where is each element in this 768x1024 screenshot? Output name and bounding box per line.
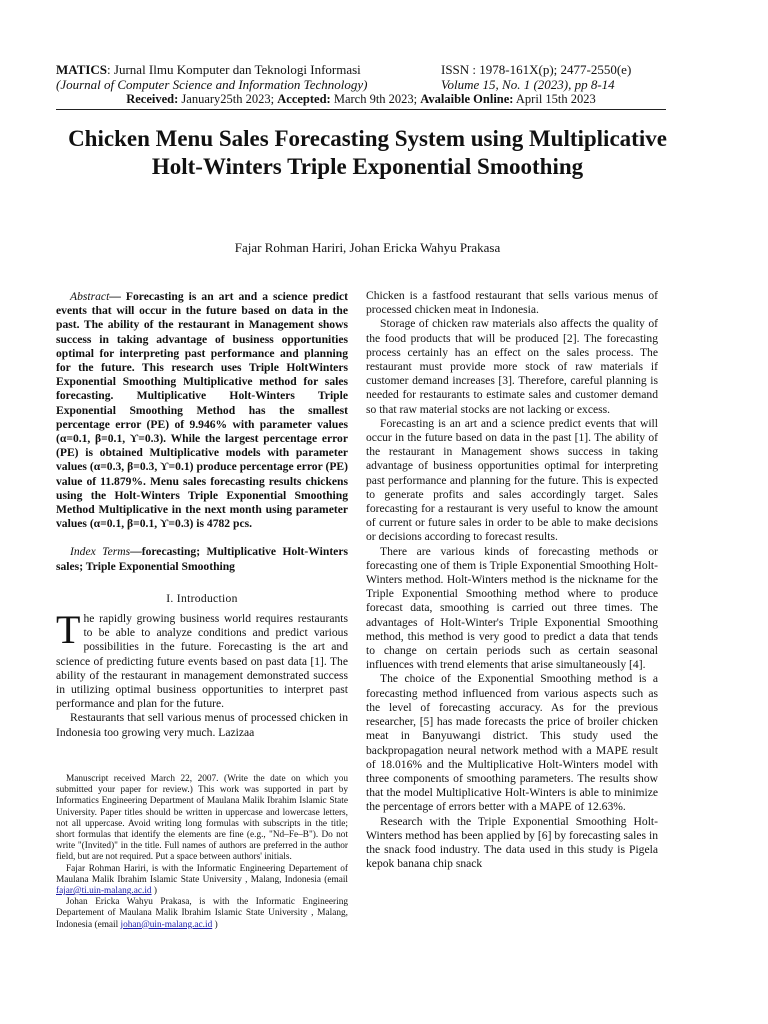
journal-subtitle: (Journal of Computer Science and Information Technology)	[56, 77, 368, 92]
journal-issn: ISSN : 1978-161X(p); 2477-2550(e)	[441, 62, 632, 77]
author-affiliation-1: Fajar Rohman Hariri, is with the Informatic Engineering Departement of Maulana Malik Ibrahim Islamic State University , Malang, Indonesia (email fajar@ti.uin-malang.ac.id )	[56, 863, 348, 897]
left-column	[56, 290, 348, 740]
body-paragraph: Research with the Triple Exponential Smoothing Holt-Winters method has been applied by [6] by forecasting sales in the snack food industry. The data used in this study is Pigela kepok banana chip snack	[366, 814, 658, 871]
author-list: Fajar Rohman Hariri, Johan Ericka Wahyu Prakasa	[234, 240, 501, 255]
author-affiliation-2: Johan Ericka Wahyu Prakasa, is with the Informatic Engineering Departement of Maulana Malik Ibrahim Islamic State University , Malang, Indonesia (email johan@uin-malang.ac.id )	[56, 897, 348, 930]
author1-email-link[interactable]: fajar@ti.uin-malang.ac.id	[56, 886, 152, 897]
footnotes	[56, 774, 348, 931]
paper-title: Chicken Menu Sales Forecasting System using Multiplicative Holt-Winters Triple Exponential Smoothing	[68, 126, 667, 179]
journal-header	[56, 62, 666, 107]
right-column	[366, 289, 658, 871]
index-terms: Index Terms—forecasting; Multiplicative Holt-Winters sales; Triple Exponential Smoothing	[56, 545, 348, 573]
section-heading-introduction: I. Introduction	[166, 591, 238, 605]
drop-cap: T	[56, 607, 81, 653]
publication-dates: Received: January25th 2023; Accepted: March 9th 2023; Avalaible Online: April 15th 2023	[126, 92, 596, 106]
body-paragraph: Forecasting is an art and a science predict events that will occur in the future based on data in the past [1]. The ability of the restaurant in Management shows success in taking advantage of business opportunities optimal for interpreting past performance and planning for the future. This is expected to generate profits and sales accordingly target. Sales forecasting for a restaurant is very useful to know the amount of current or future sales in order to be able to make decisions or decisions according to forecast results.	[366, 416, 658, 544]
body-paragraph: Chicken is a fastfood restaurant that sells various menus of processed chicken meat in Indonesia.	[366, 289, 658, 317]
body-paragraph: There are various kinds of forecasting methods or forecasting one of them is Triple Exponential Smoothing Holt-Winters method. Holt-Winters method is the nickname for the Triple Exponential Smoothing method where to produce forecast data, smoothing is carried out three times. The advantages of Holt-Winter's Triple Exponential Smoothing method, this method is very good to predict a data that tends to change on certain periods such as certain seasonal influences with trend elements that arise simultaneously [4].	[366, 544, 658, 672]
intro-paragraph-1: The rapidly growing business world requires restaurants to be able to analyze conditions and predict various possibilities in the future. Forecasting is the art and science of predicting future events based on past data [1]. The ability of the restaurant in management demonstrated success in utilizing optimal business opportunities to interpret past performance and plan for the future.	[56, 607, 348, 711]
intro-paragraph-2: Restaurants that sell various menus of processed chicken in Indonesia too growing very much. Lazizaa	[56, 711, 348, 739]
body-paragraph: Storage of chicken raw materials also affects the quality of the food products that will be produced [2]. The forecasting process certainly has an effect on the sales process. The restaurant must provide more stock of raw materials if customer demand increases [3]. Therefore, careful planning is needed for restaurants to estimate sales and customer demand so that raw material stocks are not lacking or excess.	[366, 317, 658, 416]
abstract: Abstract— Forecasting is an art and a science predict events that will occur in the future based on data in the past. The ability of the restaurant in Management shows success in taking advantage of business opportunities optimal for interpreting past performance and planning for the future. This research uses Triple HoltWinters Exponential Smoothing Multiplicative method for sales forecasting. Multiplicative Holt-Winters Triple Exponential Smoothing Method has the smallest percentage error (PE) of 9.946% with parameter values (α=0.1, β=0.1, ϒ=0.3). While the largest percentage error (PE) is obtained Multiplicative models with parameter values (α=0.3, β=0.3, ϒ=0.1) produce percentage error (PE) value of 11.879%. Menu sales forecasting results chickens using the Holt-Winters Triple Exponential Smoothing Method Multiplicative in the next month using parameter values (α=0.1, β=0.1, ϒ=0.3) is 4782 pcs.	[56, 290, 348, 531]
author2-email-link[interactable]: johan@uin-malang.ac.id	[120, 919, 213, 930]
manuscript-note: Manuscript received March 22, 2007. (Write the date on which you submitted your paper for review.) This work was supported in part by Informatics Engineering Department of Maulana Malik Ibrahim Islamic State University. Paper titles should be written in uppercase and lowercase letters, not all uppercase. Avoid writing long formulas with subscripts in the title; short formulas that identify the elements are fine (e.g., "Nd–Fe–B"). Do not write "(Invited)" in the title. Full names of authors are preferred in the author field, but are not required. Put a space between authors' initials.	[56, 774, 348, 863]
body-paragraph: The choice of the Exponential Smoothing method is a forecasting method influenced from various aspects such as the level of forecasting accuracy. As for the previous researcher, [5] has made forecasts the price of broiler chicken meat in Banyuwangi district. This study used the backpropagation neural network method with a MAPE result of 18.016% and the Multiplicative Holt-Winters model with three components of smoothing parameters. The results show that the model Multiplicative Holt-Winters is able to minimize the percentage of errors better with a MAPE of 12.63%.	[366, 672, 658, 814]
journal-name: MATICS: Jurnal Ilmu Komputer dan Teknologi Informasi	[56, 62, 361, 77]
header-divider	[56, 109, 666, 110]
journal-volume: Volume 15, No. 1 (2023), pp 8-14	[441, 77, 615, 92]
